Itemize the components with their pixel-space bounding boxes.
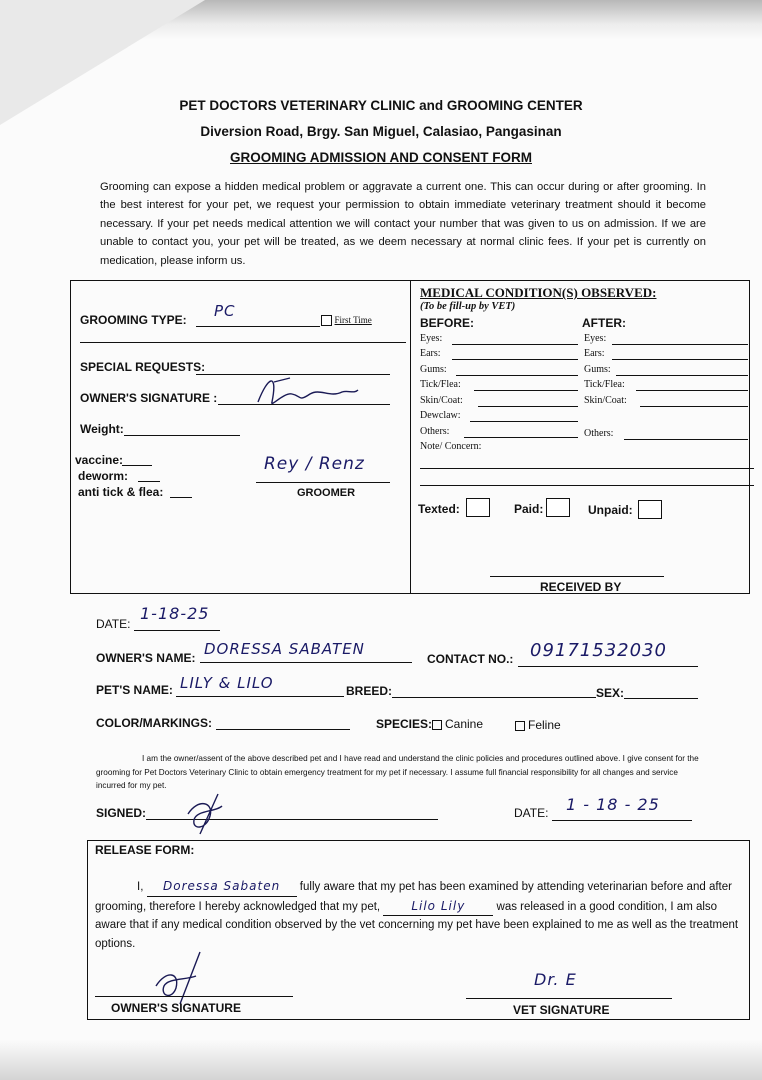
contact-label: CONTACT NO.:: [427, 652, 514, 666]
texted-label: Texted:: [418, 502, 460, 516]
special-requests-label: SPECIAL REQUESTS:: [80, 360, 206, 374]
before-field-line[interactable]: [474, 390, 578, 391]
before-field-label: Gums:: [420, 364, 447, 375]
unpaid-checkbox[interactable]: [638, 500, 662, 519]
before-field-line[interactable]: [452, 359, 578, 360]
vaccine-line: [122, 465, 152, 466]
after-field-label: Others:: [584, 428, 614, 439]
release-paragraph: [95, 877, 745, 953]
owner-signature-scribble: [250, 372, 360, 410]
color-line: [216, 729, 350, 730]
after-field-label: Skin/Coat:: [584, 395, 627, 406]
pet-name-value[interactable]: LILY & LILO: [180, 674, 274, 692]
sex-line: [624, 698, 698, 699]
page-bottom-shadow: [0, 1040, 762, 1080]
received-by-label: RECEIVED BY: [540, 580, 622, 594]
color-label: COLOR/MARKINGS:: [96, 716, 212, 730]
species-canine-option[interactable]: [432, 717, 483, 731]
signed-date-label: DATE:: [514, 806, 549, 820]
grooming-type-value[interactable]: PC: [214, 302, 236, 320]
release-owner-signature-label: OWNER'S SIGNATURE: [111, 1001, 241, 1015]
before-field-label: Skin/Coat:: [420, 395, 463, 406]
note-label: Note/ Concern:: [420, 441, 482, 452]
signed-scribble: [178, 790, 238, 836]
vet-signature-line: [466, 998, 672, 999]
release-i-label: I,: [137, 881, 144, 893]
form-title: GROOMING ADMISSION AND CONSENT FORM: [230, 150, 532, 165]
first-time-checkbox[interactable]: [321, 315, 372, 326]
after-field-line[interactable]: [616, 375, 748, 376]
unpaid-label: Unpaid:: [588, 503, 633, 517]
before-field-label: Eyes:: [420, 333, 443, 344]
after-field-line[interactable]: [624, 439, 748, 440]
feline-label: Feline: [528, 718, 561, 732]
intro-paragraph: Grooming can expose a hidden medical problem or aggravate a current one. This can occur during or after grooming. In the best interest for your pet, we request your permission to obtain immediate veterinary treatment should it become necessary. If your pet needs medical attention we will contact your number that was given to us on admission. If we are unable to contact you, your pet will be treated, as we deem necessary at normal clinic fees. If your pet is currently on medication, please inform us.: [100, 181, 706, 267]
sex-label: SEX:: [596, 686, 625, 700]
pet-name-line: [176, 696, 344, 697]
after-field-line[interactable]: [636, 390, 748, 391]
owner-signature-label: OWNER'S SIGNATURE :: [80, 391, 218, 405]
vaccine-label: vaccine:: [75, 453, 124, 467]
before-field-label: Others:: [420, 426, 450, 437]
breed-label: BREED:: [346, 684, 393, 698]
before-field-line[interactable]: [456, 375, 578, 376]
after-field-line[interactable]: [612, 359, 748, 360]
medical-title: MEDICAL CONDITION(S) OBSERVED:: [420, 285, 657, 300]
after-field-label: Eyes:: [584, 333, 607, 344]
before-field-label: Ears:: [420, 348, 441, 359]
release-owner-line: [95, 996, 293, 997]
first-time-box[interactable]: [321, 315, 332, 326]
date-value[interactable]: 1-18-25: [140, 604, 210, 623]
received-by-line: [490, 576, 664, 577]
groomer-value[interactable]: Rey / Renz: [264, 454, 365, 474]
after-field-line[interactable]: [612, 344, 748, 345]
date-label: DATE:: [96, 617, 131, 631]
consent-paragraph: I am the owner/assent of the above described pet and I have read and understand the clinic policies and procedures outlined above. I give consent for the grooming for Pet Doctors Veterinary Clinic to obtain emergency treatment for my pet if necessary. I assume full financial responsibility for all changes and service incurred for my pet.: [96, 754, 699, 790]
owner-name-value[interactable]: DORESSA SABATEN: [204, 640, 365, 658]
after-field-line[interactable]: [640, 406, 748, 407]
before-field-label: Dewclaw:: [420, 410, 461, 421]
before-field-line[interactable]: [478, 406, 578, 407]
owner-name-line: [200, 662, 412, 663]
before-field-label: Tick/Flea:: [420, 379, 461, 390]
breed-line: [392, 697, 596, 698]
anti-tick-label: anti tick & flea:: [78, 485, 164, 499]
grooming-extra-line: [80, 342, 406, 343]
groomer-line: [256, 482, 390, 483]
release-text-1: fully aware that my pet has been examined by attending veterinarian before and after grooming, therefore I hereby acknowledged that my pet,: [95, 881, 732, 913]
contact-value[interactable]: 09171532030: [530, 640, 667, 661]
deworm-line: [138, 481, 160, 482]
clinic-name: PET DOCTORS VETERINARY CLINIC and GROOMING CENTER: [179, 98, 583, 113]
before-field-line[interactable]: [470, 421, 578, 422]
before-field-line[interactable]: [452, 344, 578, 345]
date-line: [134, 630, 220, 631]
texted-checkbox[interactable]: [466, 498, 490, 517]
clinic-address: Diversion Road, Brgy. San Miguel, Calasiao, Pangasinan: [200, 124, 562, 139]
note-line-1: [420, 468, 754, 469]
species-feline-option[interactable]: [515, 718, 561, 732]
pet-name-label: PET'S NAME:: [96, 683, 173, 697]
paid-label: Paid:: [514, 502, 544, 516]
vet-signature-label: VET SIGNATURE: [513, 1003, 610, 1017]
canine-checkbox[interactable]: [432, 720, 442, 730]
vet-signature-value[interactable]: Dr. E: [534, 970, 577, 989]
paid-checkbox[interactable]: [546, 498, 570, 517]
release-owner-value[interactable]: Doressa Sabaten: [147, 877, 297, 897]
box-divider: [410, 280, 411, 594]
after-field-label: Tick/Flea:: [584, 379, 625, 390]
signed-label: SIGNED:: [96, 806, 147, 820]
deworm-label: deworm:: [78, 469, 129, 483]
species-label: SPECIES:: [376, 717, 433, 731]
before-label: BEFORE:: [420, 316, 474, 330]
signed-date-value[interactable]: 1 - 18 - 25: [566, 795, 660, 814]
owner-name-label: OWNER'S NAME:: [96, 651, 196, 665]
first-time-label: First Time: [334, 315, 372, 325]
groomer-label: GROOMER: [297, 487, 356, 499]
release-title: RELEASE FORM:: [95, 843, 195, 857]
after-label: AFTER:: [582, 316, 626, 330]
note-line-2: [420, 485, 754, 486]
canine-label: Canine: [445, 717, 484, 731]
contact-line: [518, 666, 698, 667]
weight-label: Weight:: [80, 422, 124, 436]
after-field-label: Gums:: [584, 364, 611, 375]
after-field-label: Ears:: [584, 348, 605, 359]
feline-checkbox[interactable]: [515, 721, 525, 731]
anti-tick-line: [170, 497, 192, 498]
medical-subtitle: (To be fill-up by VET): [420, 301, 516, 312]
release-pet-value[interactable]: Lilo Lily: [383, 897, 493, 917]
before-field-line[interactable]: [464, 437, 578, 438]
grooming-type-line: [196, 326, 320, 327]
weight-line: [124, 435, 240, 436]
signed-date-line: [552, 820, 692, 821]
release-owner-scribble: [150, 950, 210, 1006]
release-text-2: was released in a good condition, I am also aware that if any medical condition observed by the vet concerning my pet have been explained to me as well as the treatment options.: [95, 900, 739, 950]
grooming-type-label: GROOMING TYPE:: [80, 313, 187, 327]
